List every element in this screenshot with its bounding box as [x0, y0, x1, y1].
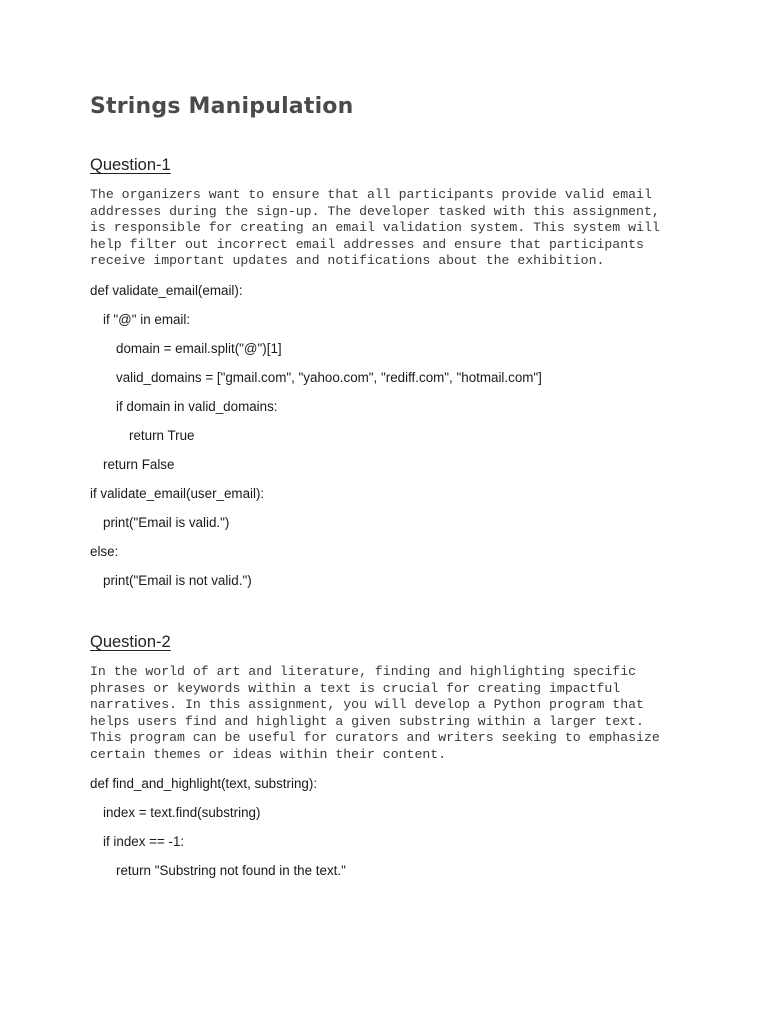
code-line: return False [103, 457, 175, 472]
description-line: phrases or keywords within a text is crucial for creating impactful [90, 680, 621, 696]
code-line: valid_domains = ["gmail.com", "yahoo.com", "rediff.com", "hotmail.com"] [116, 370, 542, 385]
question-2-description [90, 664, 690, 764]
code-line: def validate_email(email): [90, 283, 243, 298]
code-line: print("Email is not valid.") [103, 573, 252, 588]
page-title: Strings Manipulation [90, 94, 354, 119]
code-line: def find_and_highlight(text, substring): [90, 776, 318, 791]
code-line: if index == -1: [103, 834, 185, 849]
description-line: helps users find and highlight a given substring within a larger text. [90, 713, 644, 729]
code-line: if domain in valid_domains: [116, 399, 278, 414]
question-1-description [90, 187, 690, 270]
description-line: is responsible for creating an email validation system. This system will [90, 220, 660, 236]
description-line: In the world of art and literature, finding and highlighting specific [90, 664, 637, 679]
description-line: narratives. In this assignment, you will develop a Python program that [90, 697, 644, 713]
code-line: domain = email.split("@")[1] [116, 341, 282, 356]
code-line: else: [90, 544, 119, 559]
code-line: if "@" in email: [103, 312, 191, 327]
description-line: receive important updates and notifications about the exhibition. [90, 253, 605, 269]
description-line: help filter out incorrect email addresses and ensure that participants [90, 236, 644, 252]
code-line: return "Substring not found in the text." [116, 863, 346, 878]
description-line: This program can be useful for curators and writers seeking to emphasize [90, 730, 660, 746]
code-line: return True [129, 428, 195, 443]
description-line: addresses during the sign-up. The developer tasked with this assignment, [90, 203, 660, 219]
code-line: if validate_email(user_email): [90, 486, 265, 501]
code-line: print("Email is valid.") [103, 515, 230, 530]
description-line: The organizers want to ensure that all participants provide valid email [90, 187, 652, 202]
question-2-heading: Question-2 [90, 633, 171, 651]
code-line: index = text.find(substring) [103, 805, 261, 820]
question-1-heading: Question-1 [90, 156, 171, 174]
description-line: certain themes or ideas within their content. [90, 746, 447, 762]
